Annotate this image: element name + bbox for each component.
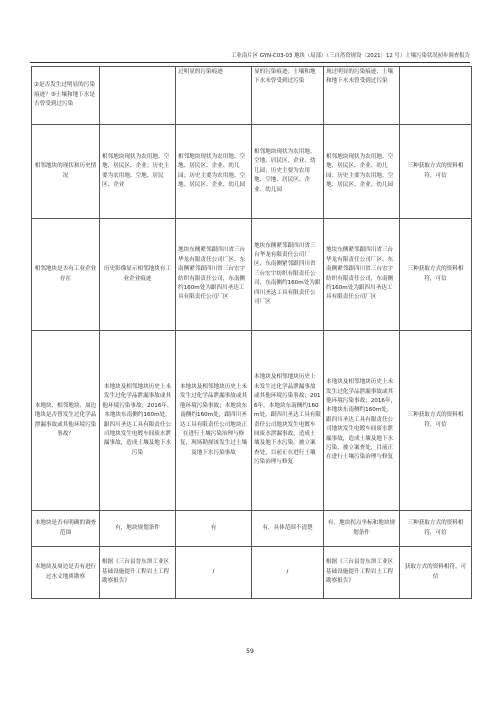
source-cell-1: 根据《三台县晋东坝工业区基础设施提升工程岩土工程勘察报告》 (100, 547, 176, 599)
source-cell-1: 相邻地块现状为农用地、空地、居民区、企业；历史主要为农用地、空地、居民区、企业 (100, 125, 176, 219)
question-cell: 相邻地块是否有工业企业存在 (32, 219, 100, 331)
question-cell: 本地块、相邻地块、周边地块是否曾发生过化学品泄漏事故或其他环境污染事故？ (32, 331, 100, 511)
question-cell: 相邻地块的现状和历史情况 (32, 125, 100, 219)
source-cell-3: 地块东侧紧邻跟四川省三台华龙有限责任公司厂区、东南侧紧邻跟四川省三台宏宇纺织有限责任公司，东南侧约160m处为跟四川圣达工具有限责任公司厂区 (252, 219, 324, 331)
source-cell-4: 相邻地块现状为农用地、空地、居民区、企业、幼儿园；历史主要为农用地、空地、居民区、企业、幼儿园 (324, 125, 400, 219)
source-cell-2: 有 (176, 511, 252, 547)
source-cell-2: 地块东侧紧邻跟四川省三台华龙有限责任公司厂区、东南侧紧邻跟四川省三台宏宇纺织有限责任公司，东南侧约160m处为跟四川圣达工具有限责任公司厂区 (176, 219, 252, 331)
question-cell: 本地块是否有明确的调查范围 (32, 511, 100, 547)
table-row (32, 67, 472, 125)
conclusion-cell (400, 67, 472, 125)
source-cell-3: / (252, 547, 324, 599)
source-cell-2: 相邻地块现状为农用地、空地、居民区、企业、幼儿园；历史主要为农用地、空地、居民区、企业、幼儿园 (176, 125, 252, 219)
source-cell-4: 地块东侧紧邻跟四川省三台华龙有限责任公司厂区、东南侧紧邻跟四川省三台宏宇纺织有限责任公司，东南侧约160m处为跟四川圣达工具有限责任公司厂区 (324, 219, 400, 331)
source-cell-2: 本地块及相邻地块历史上未发生过化学品泄漏事故或其他环境污染事故；本地块东南侧约160m处，跟四川圣达工具有限责任公司地块正在进行土壤污染治理与修复，现场勘探该发生过土壤及地下水污染事故 (176, 331, 252, 511)
source-cell-1: 本地块及相邻地块历史上未发生过化学品泄漏事故或其他环境污染事故；2016年，本地块东南侧约160m处，跟四川圣达工具有限责任公司地块发生电镀车间废水泄漏事故，造成土壤及地下水污染 (100, 331, 176, 511)
source-cell-4: 现过明显的污染痕迹；土壤和地下水未曾受到过污染 (324, 67, 400, 125)
conclusion-cell: 三种获取方式的资料相符，可信 (400, 331, 472, 511)
table-row (32, 331, 472, 511)
header-rule (30, 62, 470, 63)
source-cell-3: 本地块及相邻地块历史上未发生过化学品泄漏事故或其他环境污染事故；2016年，本地块东南侧约160m处，跟四川圣达工具有限责任公司地块发生电镀车间废水泄漏事故，造成土壤及地下水污染，被立案查处，目前正在进行土壤污染治理与修复 (252, 331, 324, 511)
page-number: 59 (246, 648, 254, 655)
source-cell-3: 显的污染痕迹；土壤和地下水未曾受到过污染 (252, 67, 324, 125)
conclusion-cell: 三种获取方式的资料相符，可信 (400, 511, 472, 547)
conclusion-cell: 获取方式的资料相符，可信 (400, 547, 472, 599)
source-cell-1 (100, 67, 176, 125)
source-cell-4: 有，地块拐点坐标和地块规划条件 (324, 511, 400, 547)
survey-comparison-table (31, 66, 472, 599)
source-cell-4: 本地块及相邻地块历史上未发生过化学品泄漏事故或其他环境污染事故；2016年，本地块东南侧约160m处，跟四川圣达工具有限责任公司地块发生电镀车间废水泄漏事故，造成土壤及地下水污染，被立案查处，目前正在进行土壤污染治理与修复 (324, 331, 400, 511)
table-row (32, 219, 472, 331)
table-row (32, 125, 472, 219)
source-cell-1: 有，地块规划条件 (100, 511, 176, 547)
table-row (32, 511, 472, 547)
conclusion-cell: 三种获取方式的资料相符，可信 (400, 219, 472, 331)
question-cell: 本地块及周边是否有进行过水文地质勘察 (32, 547, 100, 599)
question-cell: ②是否发生过明显的污染痕迹？③土壤和地下水是否曾受到过污染 (32, 67, 100, 125)
source-cell-4: 根据《三台县晋东坝工业区基础设施提升工程岩土工程勘察报告》 (324, 547, 400, 599)
table-row (32, 547, 472, 599)
source-cell-3: 有，具体范围不清楚 (252, 511, 324, 547)
source-cell-2: 过明显的污染痕迹 (176, 67, 252, 125)
source-cell-2: / (176, 547, 252, 599)
conclusion-cell: 三种获取方式的资料相符，可信 (400, 125, 472, 219)
source-cell-1: 历史影像显示相邻地块有工业企业痕迹 (100, 219, 176, 331)
source-cell-3: 相邻地块现状为农用地、空地、居民区、企业、幼儿园；历史主要为农用地、空地、居民区、企业、幼儿园 (252, 125, 324, 219)
page-header: 工业南片区 GYN-C03-03 地块（局部）（三自然资规设〔2021〕12 号）土壤污染状况初步调查报告 (231, 53, 470, 59)
